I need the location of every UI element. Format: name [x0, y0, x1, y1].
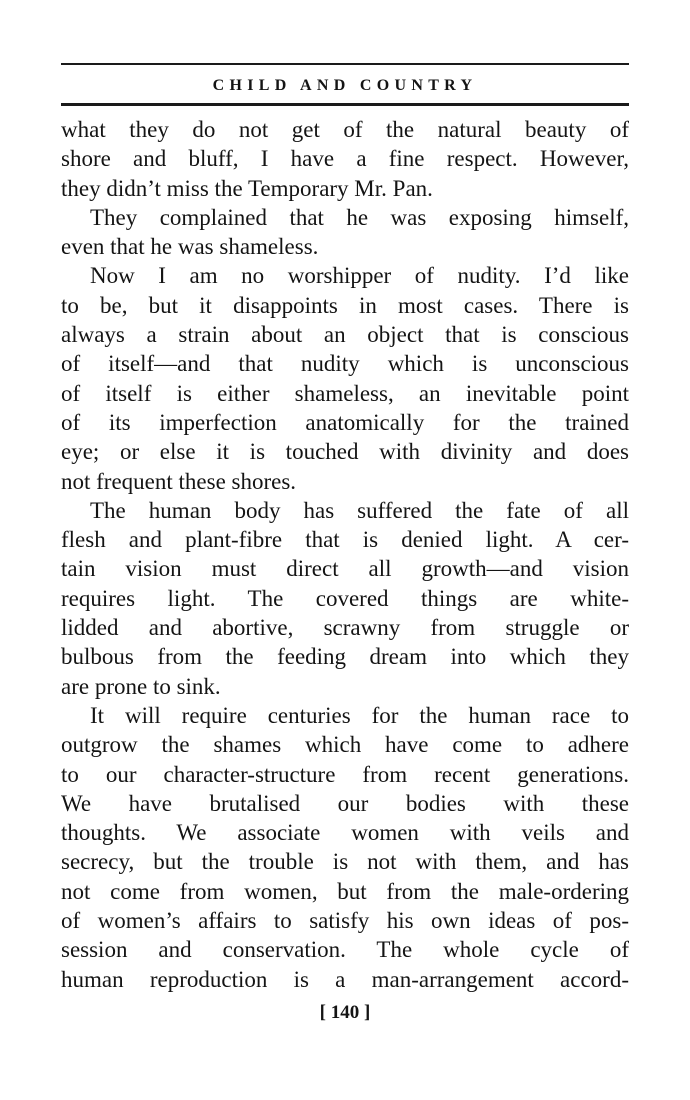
header-rule-top	[61, 63, 629, 65]
text-line: what they do not get of the natural beauty of	[61, 117, 629, 142]
running-head: CHILD AND COUNTRY	[212, 77, 478, 94]
text-line: eye; or else it is touched with divinity and does	[61, 439, 629, 465]
text-line: Now I am no worshipper of nudity. I’d like	[90, 263, 629, 289]
text-line: of women’s affairs to satisfy his own ideas of pos-	[61, 908, 629, 934]
text-line: We have brutalised our bodies with these	[61, 790, 629, 816]
text-line: they didn’t miss the Temporary Mr. Pan.	[61, 175, 433, 201]
text-line: lidded and abortive, scrawny from struggle or	[61, 615, 629, 641]
text-line: to be, but it disappoints in most cases. There is	[61, 292, 629, 318]
header-rule-bottom	[61, 103, 629, 106]
text-line: outgrow the shames which have come to adhere	[61, 732, 629, 758]
text-line: human reproduction is a man-arrangement accord-	[61, 966, 629, 992]
text-line: always a strain about an object that is conscious	[61, 322, 629, 348]
text-line: of its imperfection anatomically for the trained	[61, 409, 629, 435]
text-line: are prone to sink.	[61, 673, 221, 699]
text-line: secrecy, but the trouble is not with them, and has	[61, 849, 629, 875]
text-line: They complained that he was exposing himself,	[90, 204, 629, 230]
text-line: bulbous from the feeding dream into which they	[61, 644, 629, 670]
text-line: to our character-structure from recent generations.	[61, 761, 629, 787]
text-line: shore and bluff, I have a fine respect. However,	[61, 146, 629, 172]
text-line: requires light. The covered things are white-	[61, 585, 629, 611]
text-line: The human body has suffered the fate of all	[90, 497, 629, 523]
text-line: thoughts. We associate women with veils and	[61, 820, 629, 846]
text-line: of itself—and that nudity which is unconscious	[61, 351, 629, 377]
text-line: not frequent these shores.	[61, 468, 297, 494]
text-line: not come from women, but from the male-ordering	[61, 878, 629, 904]
page-number: [ 140 ]	[319, 1002, 371, 1023]
text-line: session and conservation. The whole cycle of	[61, 937, 629, 963]
text-line: flesh and plant-fibre that is denied light. A cer-	[61, 527, 629, 553]
text-line: tain vision must direct all growth—and vision	[61, 556, 629, 582]
text-line: It will require centuries for the human race to	[90, 702, 629, 728]
text-line: even that he was shameless.	[61, 234, 319, 260]
body-text	[61, 115, 629, 994]
text-line: of itself is either shameless, an inevitable point	[61, 380, 629, 406]
